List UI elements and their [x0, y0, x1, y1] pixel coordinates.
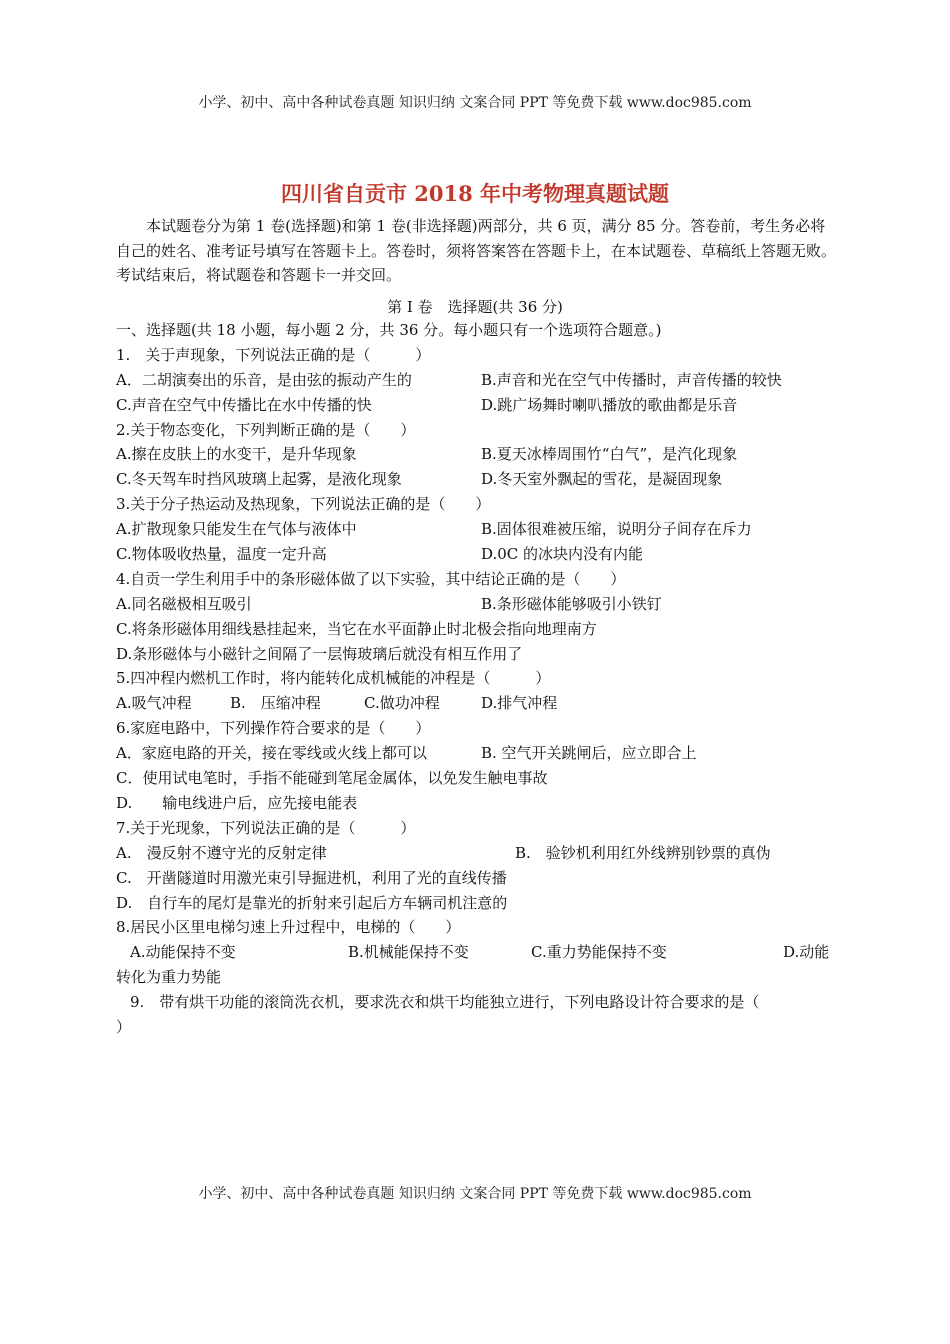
q5-option-b: B. 压缩冲程 [230, 694, 321, 712]
q4-option-b: B.条形磁体能够吸引小铁钉 [481, 595, 662, 613]
question-1-stem: 1. 关于声现象，下列说法正确的是（ ） [116, 346, 431, 364]
question-9-stem: 9. 带有烘干功能的滚筒洗衣机，要求洗衣和烘干均能独立进行，下列电路设计符合要求的是（ [130, 993, 760, 1011]
q6-option-a: A．家庭电路的开关，接在零线或火线上都可以 [116, 744, 427, 762]
q7-option-a: A. 漫反射不遵守光的反射定律 [116, 844, 327, 862]
q4-option-c: C.将条形磁体用细线悬挂起来，当它在水平面静止时北极会指向地理南方 [116, 620, 597, 638]
q8-option-c: C.重力势能保持不变 [531, 943, 667, 961]
part-title: 一、选择题(共 18 小题，每小题 2 分，共 36 分。每小题只有一个选项符合题意。) [116, 321, 662, 339]
q2-option-c: C.冬天驾车时挡风玻璃上起雾，是液化现象 [116, 470, 402, 488]
q3-option-b: B.固体很难被压缩，说明分子间存在斥力 [481, 520, 752, 538]
q7-option-b: B. 验钞机利用红外线辨别钞票的真伪 [515, 844, 771, 862]
q2-option-d: D.冬天室外飘起的雪花，是凝固现象 [481, 470, 723, 488]
q7-option-c: C. 开凿隧道时用激光束引导掘进机，利用了光的直线传播 [116, 869, 507, 887]
q5-option-c: C.做功冲程 [364, 694, 440, 712]
question-3-stem: 3.关于分子热运动及热现象，下列说法正确的是（ ） [116, 495, 491, 513]
q3-option-a: A.扩散现象只能发生在气体与液体中 [116, 520, 357, 538]
question-2-stem: 2.关于物态变化，下列判断正确的是（ ） [116, 421, 416, 439]
q4-option-a: A.同名磁极相互吸引 [116, 595, 252, 613]
question-8-stem: 8.居民小区里电梯匀速上升过程中，电梯的（ ） [116, 918, 461, 936]
q2-option-a: A.擦在皮肤上的水变干，是升华现象 [116, 445, 357, 463]
q8-option-d: D.动能 [783, 943, 830, 961]
q6-option-d: D. 输电线进户后，应先接电能表 [116, 794, 358, 812]
intro-paragraph: 本试题卷分为第 1 卷(选择题)和第 1 卷(非选择题)两部分，共 6 页，满分 85 分。答卷前，考生务必将自己的姓名、准考证号填写在答题卡上。答卷时，须将答案答在答题卡上，在本试题卷、草稿纸上答题无败。考试结束后，将试题卷和答题卡一并交回。 [116, 217, 837, 284]
q1-option-d: D.跳广场舞时喇叭播放的歌曲都是乐音 [481, 396, 738, 414]
page-title: 四川省自贡市 2018 年中考物理真题试题 [280, 181, 670, 206]
page-header: 小学、初中、高中各种试卷真题 知识归纳 文案合同 PPT 等免费下载 www.doc985.com [198, 95, 752, 111]
q7-option-d: D. 自行车的尾灯是靠光的折射来引起后方车辆司机注意的 [116, 894, 508, 912]
question-9-stem-continued: ） [116, 1018, 132, 1036]
q6-option-c: C．使用试电笔时，手指不能碰到笔尾金属体，以免发生触电事故 [116, 769, 548, 787]
q3-option-d: D.0C 的冰块内没有内能 [481, 545, 644, 563]
q8-option-a: A.动能保持不变 [130, 943, 236, 961]
q8-option-d-continued: 转化为重力势能 [116, 968, 222, 986]
question-5-stem: 5.四冲程内燃机工作时，将内能转化成机械能的冲程是（ ） [116, 669, 551, 687]
q1-option-b: B.声音和光在空气中传播时，声音传播的较快 [481, 371, 782, 389]
question-4-stem: 4.自贡一学生利用手中的条形磁体做了以下实验，其中结论正确的是（ ） [116, 570, 626, 588]
question-6-stem: 6.家庭电路中，下列操作符合要求的是（ ） [116, 719, 431, 737]
q1-option-c: C.声音在空气中传播比在水中传播的快 [116, 396, 372, 414]
section-title: 第 I 卷 选择题(共 36 分) [387, 298, 563, 316]
q8-option-b: B.机械能保持不变 [348, 943, 469, 961]
q5-option-d: D.排气冲程 [481, 694, 558, 712]
q4-option-d: D.条形磁体与小磁针之间隔了一层悔玻璃后就没有相互作用了 [116, 645, 523, 663]
q5-option-a: A.吸气冲程 [116, 694, 192, 712]
q6-option-b: B. 空气开关跳闸后，应立即合上 [481, 744, 697, 762]
q1-option-a: A．二胡演奏出的乐音，是由弦的振动产生的 [116, 371, 412, 389]
question-7-stem: 7.关于光现象，下列说法正确的是（ ） [116, 819, 416, 837]
q2-option-b: B.夏天冰棒周围竹“白气”，是汽化现象 [481, 445, 738, 463]
page-footer: 小学、初中、高中各种试卷真题 知识归纳 文案合同 PPT 等免费下载 www.doc985.com [198, 1186, 752, 1202]
q3-option-c: C.物体吸收热量，温度一定升高 [116, 545, 327, 563]
